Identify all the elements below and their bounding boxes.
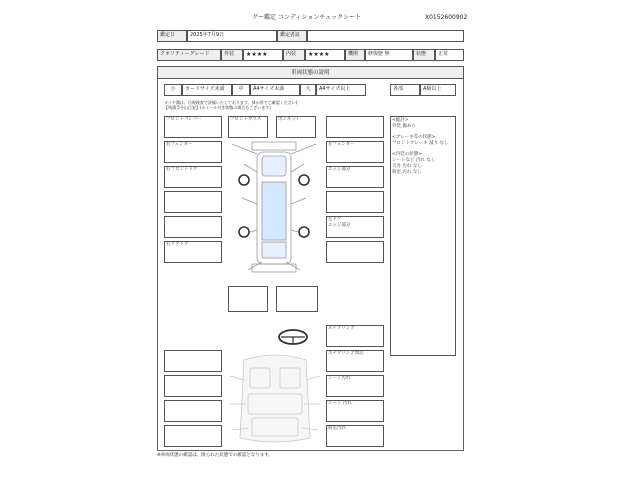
interior-label-1: ステアリング [328, 326, 355, 331]
interior-left-box-1 [164, 350, 222, 372]
date-value: 2025年7月9日 [187, 30, 277, 42]
legend-medium-desc: A4サイズ未満 [250, 84, 300, 96]
interior-diagram [226, 352, 324, 446]
right-label-4: エッジ部分 [328, 223, 351, 228]
interior-left-box-2 [164, 375, 222, 397]
legend-large-desc: A4サイズ以上 [316, 84, 366, 96]
interior-label-5: 荷室汚れ [328, 426, 346, 431]
info-row-1 [157, 30, 464, 42]
interior-label-2: ステアリング周辺 [328, 351, 364, 356]
legend-row [164, 84, 456, 96]
comment-line-1: 外装 傷あり [392, 124, 416, 129]
status-value: 正常 [435, 49, 464, 61]
interior-label: 内装 [283, 49, 305, 61]
interior-left-box-3 [164, 400, 222, 422]
right-box-1 [326, 116, 384, 138]
left-box-4 [164, 191, 222, 213]
left-box-5 [164, 216, 222, 238]
legend-right-value: A級以上 [420, 84, 456, 96]
left-label-4: 右リアドア [166, 242, 189, 247]
exterior-label: 外装 [221, 49, 243, 61]
steering-wheel-icon [277, 328, 309, 346]
exterior-stars: ★★★★ [243, 49, 283, 61]
status-label: 状態 [413, 49, 435, 61]
interior-label-4: シート 汚れ [328, 401, 352, 406]
legend-small-desc: カードサイズ未満 [182, 84, 232, 96]
top-label-2: ボンネット [278, 117, 301, 122]
quality-label: クオリティーグレード [157, 49, 221, 61]
left-label-1: フロントバンパー [166, 117, 202, 122]
legend-small: 小 [164, 84, 182, 96]
legend-right-label: 各部 [390, 84, 420, 96]
right-label-2: エッジ部分 [328, 167, 351, 172]
appraiser-label: 鑑定者証 [277, 30, 307, 42]
footer-note: ※車両状態の確認は、限られた状態での確認となります。 [157, 453, 273, 458]
comment-heading-1: <総評> [392, 118, 409, 123]
right-label-3: 左ドア [328, 217, 342, 222]
comment-heading-3: <内装の状態> [392, 152, 423, 157]
comment-line-2: フロントブレーキ 減り なし [392, 141, 449, 146]
comment-line-3b: 天井 汚れ なし [392, 164, 422, 169]
engine-label: 機関 [345, 49, 365, 61]
date-label: 鑑定日 [157, 30, 187, 42]
comment-line-3a: シートなど 汚れ なし [392, 158, 436, 163]
right-box-4 [326, 191, 384, 213]
info-row-2 [157, 49, 464, 61]
interior-stars: ★★★★ [305, 49, 345, 61]
comment-heading-2: <ブレーキ等の状態> [392, 135, 436, 140]
bottom-box-2 [276, 286, 318, 312]
right-label-1: 左フェンダー [328, 142, 355, 147]
right-box-6 [326, 241, 384, 263]
sheet-title: グー鑑定 コンディションチェックシート [252, 14, 362, 21]
tire-note-1: タイヤ溝は、目視検査で評価いたしております。(4か所でご確認ください) [164, 100, 298, 105]
car-diagram [222, 138, 326, 278]
comment-line-3c: 荷室 汚れ なし [392, 170, 422, 175]
tire-note-2: 【残溝 5分山目安】(ホイール付き状態の場合もございます) [164, 105, 271, 110]
left-label-2: 右フェンダー [166, 142, 193, 147]
legend-medium: 中 [232, 84, 250, 96]
doc-id: X0152600902 [425, 14, 468, 21]
section-title: 車両状態の説明 [291, 70, 330, 76]
interior-left-box-4 [164, 425, 222, 447]
top-label-1: フロントガラス [230, 117, 262, 122]
bottom-box-1 [228, 286, 268, 312]
left-label-3: 右フロントドア [166, 167, 198, 172]
appraiser-value [307, 30, 464, 42]
interior-label-3: シート汚れ [328, 376, 351, 381]
legend-large: 大 [300, 84, 316, 96]
option-label: 修復歴 無 [365, 49, 413, 61]
